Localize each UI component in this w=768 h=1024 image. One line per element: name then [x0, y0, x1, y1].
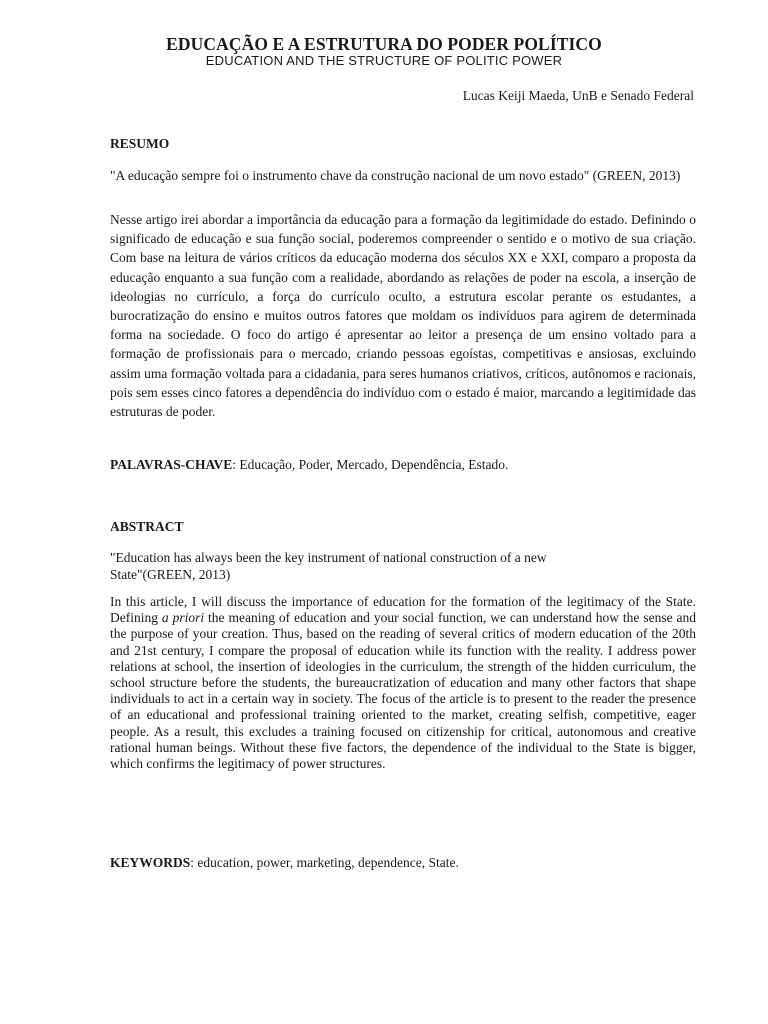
resumo-keywords-text: : Educação, Poder, Mercado, Dependência, Estado. — [232, 457, 509, 472]
abstract-body — [110, 594, 696, 772]
resumo-quote: "A educação sempre foi o instrumento chave da construção nacional de um novo estado" (GREEN, 2013) — [110, 168, 681, 183]
paper-title: EDUCAÇÃO E A ESTRUTURA DO PODER POLÍTICO — [166, 34, 602, 54]
abstract-body-part-2: the meaning of education and your social function, we can understand how the sense and the purpose of your creation. Thus, based on the reading of several critics of modern education of the 20th and 21st century, I compare the proposal of education while its function with the reality. I address power relations at school, the insertion of ideologies in the curriculum, the strength of the hidden curriculum, the school structure before the students, the bureaucratization of education and many other factors that shape individuals to act in a certain way in society. The focus of the article is to present to the reader the presence of an educational and professional training oriented to the market, creating selfish, competitive, eager people. As a result, this excludes a training focused on citizenship for critical, autonomous and creative rational human beings. Without these five factors, the dependence of the individual to the State is bigger, which confirms the legitimacy of power structures. — [110, 610, 696, 772]
resumo-keywords-label: PALAVRAS-CHAVE — [110, 457, 233, 472]
resumo-heading: RESUMO — [110, 136, 170, 151]
abstract-keywords-text: : education, power, marketing, dependence, State. — [190, 855, 459, 870]
abstract-body-italic: a priori — [161, 610, 205, 626]
abstract-keywords — [110, 855, 696, 871]
abstract-body-part-1: In this article, I will discuss the importance of education for the formation of the legitimacy of the State. Defining — [110, 594, 696, 626]
resumo-body: Nesse artigo irei abordar a importância da educação para a formação da legitimidade do estado. Definindo o significado de educação e sua função social, poderemos compreender o sentido e o motivo de sua criação. Com base na leitura de vários críticos da educação moderna dos séculos XX e XXI, comparo a proposta da educação enquanto a sua função com a realidade, abordando as relações de poder na escola, a inserção de ideologias no currículo, a força do currículo oculto, a estrutura escolar perante os estudantes, a burocratização do ensino e muitos outros fatores que moldam os indivíduos para agirem de determinada forma na sociedade. O foco do artigo é apresentar ao leitor a presença de um ensino voltado para a formação de profissionais para o mercado, criando pessoas egoístas, competitivas e ansiosas, excluindo assim uma formação voltada para a cidadania, para seres humanos criativos, críticos, autônomos e racionais, pois sem esses cinco fatores a dependência do indivíduo com o estado é maior, marcando a legitimidade das estruturas de poder. — [110, 212, 696, 420]
author-line: Lucas Keiji Maeda, UnB e Senado Federal — [462, 88, 694, 103]
abstract-quote-line-2: State"(GREEN, 2013) — [110, 567, 231, 582]
abstract-quote — [110, 549, 696, 583]
resumo-keywords — [110, 457, 696, 473]
abstract-quote-line-1: "Education has always been the key instrument of national construction of a new — [110, 550, 547, 565]
abstract-keywords-label: KEYWORDS — [110, 855, 191, 870]
paper-subtitle: EDUCATION AND THE STRUCTURE OF POLITIC POWER — [205, 53, 563, 68]
abstract-heading: ABSTRACT — [110, 519, 184, 534]
